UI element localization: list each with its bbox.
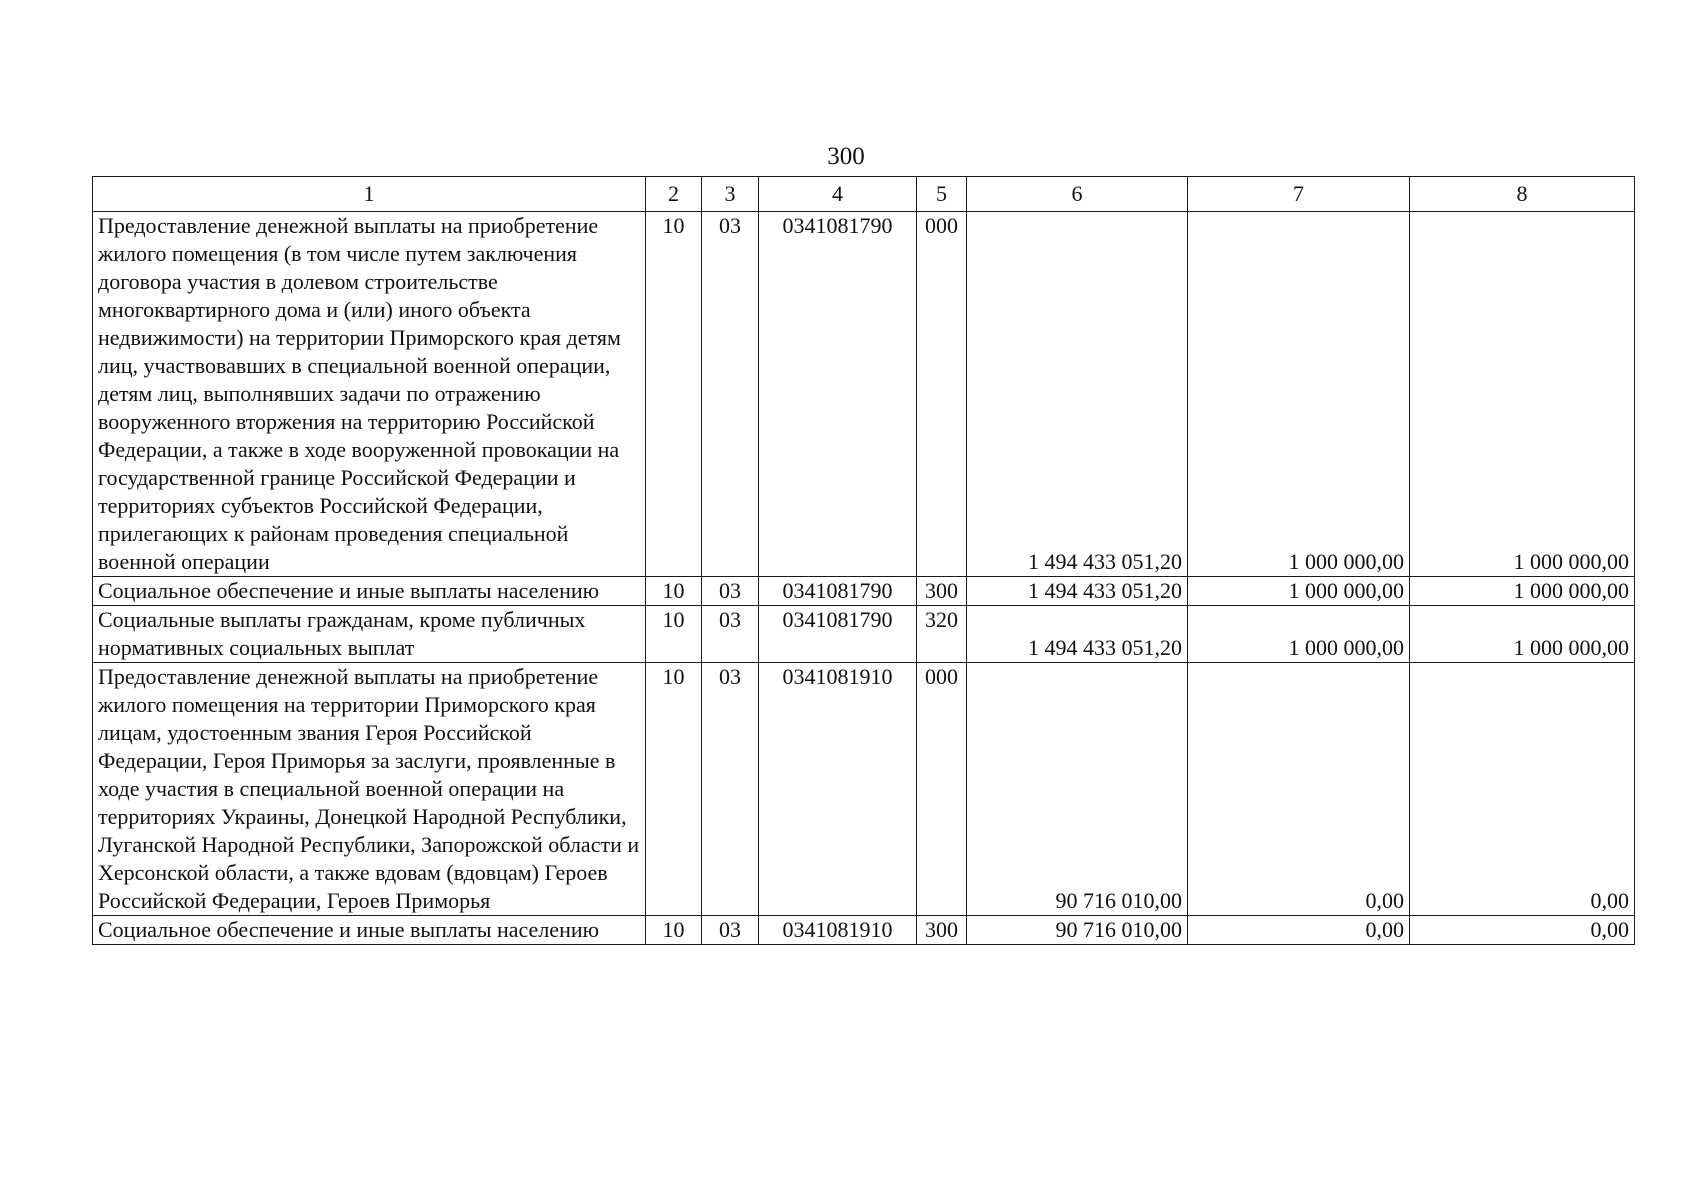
target-article-code: 0341081910 (759, 916, 917, 945)
amount-col-6: 90 716 010,00 (967, 916, 1188, 945)
table-row (93, 606, 1635, 663)
section-code: 10 (646, 212, 702, 577)
table-row (93, 663, 1635, 916)
column-header: 6 (967, 177, 1188, 212)
amount-col-8: 1 000 000,00 (1410, 577, 1635, 606)
expense-name: Предоставление денежной выплаты на приобретение жилого помещения (в том числе путем заключения договора участия в долевом строительстве многоквартирного дома и (или) иного объекта недвижимости) на территории Приморского края детям лиц, участвовавших в специальной военной операции, детям лиц, выполнявших задачи по отражению вооруженного вторжения на территорию Российской Федерации, а также в ходе вооруженной провокации на государственной границе Российской Федерации и территориях субъектов Российской Федерации, прилегающих к районам проведения специальной военной операции (93, 212, 646, 577)
amount-col-8: 0,00 (1410, 663, 1635, 916)
column-header: 8 (1410, 177, 1635, 212)
target-article-code: 0341081910 (759, 663, 917, 916)
subsection-code: 03 (702, 577, 759, 606)
amount-col-7: 1 000 000,00 (1188, 606, 1410, 663)
column-header: 7 (1188, 177, 1410, 212)
table-row (93, 577, 1635, 606)
page-number: 300 (827, 143, 865, 170)
expense-type-code: 320 (917, 606, 967, 663)
table-header-row (93, 177, 1635, 212)
section-code: 10 (646, 916, 702, 945)
expense-name: Социальное обеспечение и иные выплаты населению (93, 577, 646, 606)
amount-col-8: 1 000 000,00 (1410, 606, 1635, 663)
table-row (93, 916, 1635, 945)
amount-col-6: 90 716 010,00 (967, 663, 1188, 916)
column-header: 2 (646, 177, 702, 212)
amount-col-6: 1 494 433 051,20 (967, 212, 1188, 577)
target-article-code: 0341081790 (759, 212, 917, 577)
expense-name: Социальные выплаты гражданам, кроме публичных нормативных социальных выплат (93, 606, 646, 663)
subsection-code: 03 (702, 212, 759, 577)
amount-col-8: 1 000 000,00 (1410, 212, 1635, 577)
expense-name: Предоставление денежной выплаты на приобретение жилого помещения на территории Приморского края лицам, удостоенным звания Героя Российской Федерации, Героя Приморья за заслуги, проявленные в ходе участия в специальной военной операции на территориях Украины, Донецкой Народной Республики, Луганской Народной Республики, Запорожской области и Херсонской области, а также вдовам (вдовцам) Героев Российской Федерации, Героев Приморья (93, 663, 646, 916)
column-header: 3 (702, 177, 759, 212)
amount-col-7: 0,00 (1188, 916, 1410, 945)
amount-col-6: 1 494 433 051,20 (967, 577, 1188, 606)
section-code: 10 (646, 606, 702, 663)
table-row (93, 212, 1635, 577)
expense-type-code: 000 (917, 212, 967, 577)
target-article-code: 0341081790 (759, 606, 917, 663)
amount-col-7: 1 000 000,00 (1188, 577, 1410, 606)
amount-col-6: 1 494 433 051,20 (967, 606, 1188, 663)
column-header: 4 (759, 177, 917, 212)
section-code: 10 (646, 663, 702, 916)
section-code: 10 (646, 577, 702, 606)
amount-col-7: 0,00 (1188, 663, 1410, 916)
subsection-code: 03 (702, 916, 759, 945)
subsection-code: 03 (702, 606, 759, 663)
target-article-code: 0341081790 (759, 577, 917, 606)
expense-type-code: 300 (917, 577, 967, 606)
expense-type-code: 300 (917, 916, 967, 945)
column-header: 5 (917, 177, 967, 212)
amount-col-8: 0,00 (1410, 916, 1635, 945)
expense-name: Социальное обеспечение и иные выплаты населению (93, 916, 646, 945)
amount-col-7: 1 000 000,00 (1188, 212, 1410, 577)
expense-type-code: 000 (917, 663, 967, 916)
budget-table (92, 176, 1635, 945)
subsection-code: 03 (702, 663, 759, 916)
column-header: 1 (93, 177, 646, 212)
